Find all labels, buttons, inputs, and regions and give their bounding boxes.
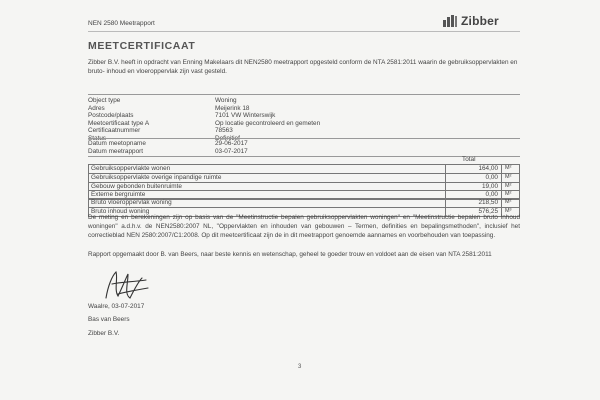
detail-row <box>88 120 348 128</box>
detail-row <box>88 112 348 120</box>
table-row <box>88 164 520 174</box>
dates-bottom-rule <box>88 156 520 157</box>
table-row <box>88 183 520 192</box>
details-bottom-rule <box>88 138 520 139</box>
detail-value: 78563 <box>215 127 233 135</box>
table-row-label: Gebruiksoppervlakte overige inpandige ruimte <box>91 173 222 181</box>
table-row <box>88 174 520 183</box>
methodology-paragraph: De meting en berekeningen zijn op basis van de "Meetinstructie bepalen gebruiksoppervlakten woningen" en "Meetinstructie bepalen bruto inhoud woningen" a.d.h.v. de NEN2580:2007 NL, "Oppervlakten en inhouden van gebouwen – Termen, definities en bepalingsmethoden", inclusief het correctieblad NEN 2580:2007/C1:2008. Op dit meetcertificaat zijn de in dit meetrapport genoemde aannames en voorbehouden van toepassing. <box>88 214 520 239</box>
detail-row <box>88 105 348 113</box>
date-label: Datum meetrapport <box>88 147 144 155</box>
details-top-rule <box>88 94 520 95</box>
table-row-value: 0,00 <box>445 191 501 199</box>
detail-value: Woning <box>215 97 237 104</box>
signatory-name: Bas van Beers <box>88 316 130 323</box>
brand-name: Zibber <box>461 14 499 28</box>
date-value: 03-07-2017 <box>215 147 248 155</box>
table-row-value: 576,25 <box>445 208 501 216</box>
table-row-unit: M² <box>501 183 519 191</box>
detail-label: Certificaatnummer <box>88 127 141 135</box>
date-row <box>88 148 348 156</box>
table-row-unit: M² <box>501 191 519 199</box>
detail-value: 7101 VW Winterswijk <box>215 112 276 120</box>
area-table <box>88 164 520 200</box>
date-value: 29-06-2017 <box>215 140 248 147</box>
header-divider <box>88 31 520 32</box>
table-row-value: 0,00 <box>445 174 501 182</box>
table-row-label: Gebruiksoppervlakte wonen <box>91 165 171 172</box>
brand-logo <box>442 14 499 28</box>
table-row-value: 218,50 <box>445 199 501 207</box>
author-statement: Rapport opgemaakt door B. van Beers, naar beste kennis en wetenschap, geheel te goeder trouw en voldoet aan de eisen van NTA 2581:2011 <box>88 251 492 258</box>
detail-label: Status <box>88 134 107 142</box>
total-column-header: Total <box>462 156 476 163</box>
detail-label: Adres <box>88 104 105 112</box>
table-row-label: Externe bergruimte <box>91 191 146 199</box>
detail-value: Meijerink 18 <box>215 104 250 112</box>
zibber-logo-icon <box>442 14 458 28</box>
table-row-label: Gebouw gebonden buitenruimte <box>91 182 182 190</box>
table-row-label: Bruto vloeroppervlak woning <box>91 199 172 206</box>
table-row-label: Bruto inhoud woning <box>91 207 150 215</box>
table-row-unit: M³ <box>501 208 519 216</box>
detail-value: Op locatie gecontroleerd en gemeten <box>215 119 321 127</box>
detail-row <box>88 97 348 105</box>
detail-label: Object type <box>88 97 121 104</box>
object-details <box>88 97 348 143</box>
document-header-title: NEN 2580 Meetrapport <box>88 20 155 27</box>
table-row-value: 164,00 <box>445 165 501 173</box>
date-label: Datum meetopname <box>88 140 146 147</box>
intro-paragraph: Zibber B.V. heeft in opdracht van Enning Makelaars dit NEN2580 meetrapport opgesteld conform de NTA 2581:2011 waarin de gebruiksoppervlakten en bruto- inhoud en vloeroppervlak zijn vast gesteld. <box>88 59 518 76</box>
detail-label: Postcode/plaats <box>88 112 134 120</box>
table-row-unit: M² <box>501 165 519 173</box>
detail-value: Definitief <box>215 134 240 142</box>
signature-image <box>98 268 154 304</box>
detail-label: Meetcertificaat type A <box>88 119 150 127</box>
place-date: Waalre, 03-07-2017 <box>88 303 145 310</box>
table-row <box>88 198 520 208</box>
date-details <box>88 140 348 155</box>
detail-row <box>88 127 348 135</box>
page-number: 3 <box>298 364 302 370</box>
page-title: MEETCERTIFICAAT <box>88 40 196 52</box>
table-row-unit: M² <box>501 199 519 207</box>
table-row-value: 19,00 <box>445 183 501 191</box>
table-row-unit: M² <box>501 174 519 182</box>
signatory-company: Zibber B.V. <box>88 330 120 337</box>
date-row <box>88 140 348 148</box>
